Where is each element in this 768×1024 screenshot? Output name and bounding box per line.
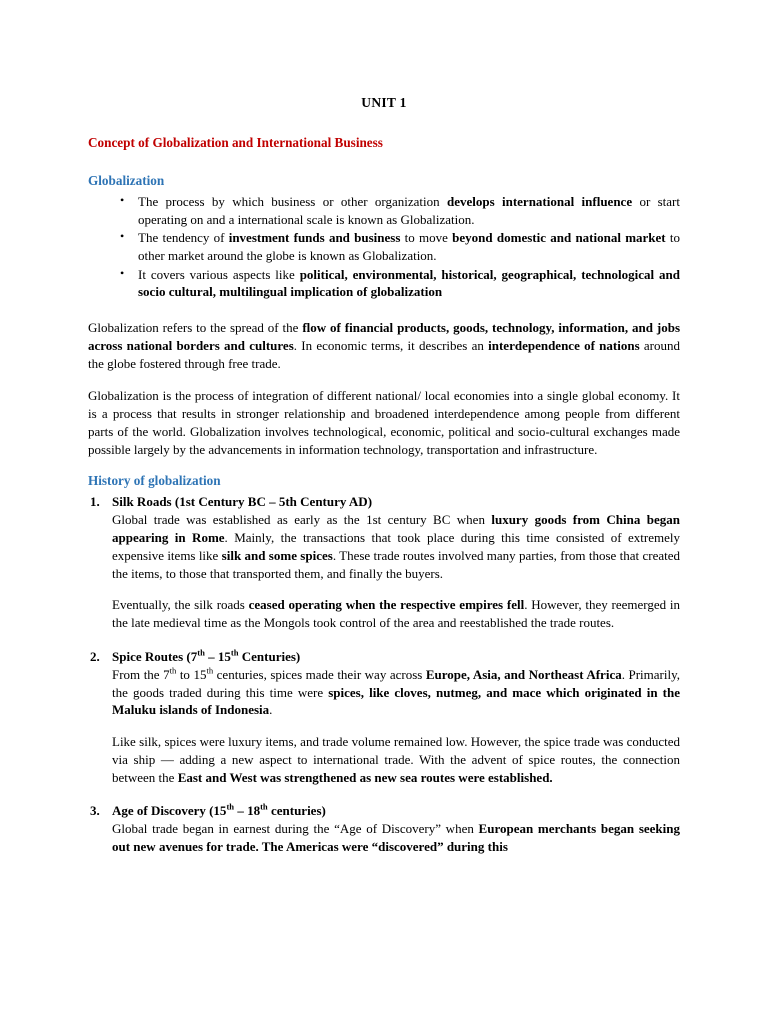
list-item-paragraph: Eventually, the silk roads ceased operating when the respective empires fell. However, they reemerged in the late medieval time as the Mongols took control of the area and reestablished the trade routes. — [112, 597, 681, 631]
emphasis-text: investment funds and business — [228, 230, 401, 246]
emphasis-text: Silk Roads (1st Century BC – 5th Century AD) — [112, 494, 373, 510]
subheading-history-of-globalization: History of globalization — [88, 473, 221, 489]
ordinal-superscript: th — [260, 802, 268, 813]
ordinal-superscript: th — [169, 665, 177, 676]
emphasis-text — [226, 803, 234, 818]
emphasis-text — [231, 649, 239, 664]
history-list-item — [88, 493, 680, 632]
emphasis-text: European merchants began seeking out new avenues for trade. The Americas were “discovered” during this — [112, 821, 680, 855]
emphasis-text: silk and some spices — [221, 547, 333, 563]
list-item-number: 2. — [90, 648, 100, 664]
ordinal-superscript: th — [226, 802, 235, 813]
emphasis-text: interdependence of nations — [488, 337, 640, 353]
page-title: UNIT 1 — [361, 95, 407, 110]
globalization-paragraphs — [88, 319, 680, 459]
emphasis-text: flow of financial products, goods, technology, information, and jobs across national borders and cultures — [88, 319, 681, 353]
emphasis-text: luxury goods from China began appearing in Rome — [112, 512, 680, 545]
emphasis-text: – 15 — [204, 648, 231, 664]
emphasis-text: spices, like cloves, nutmeg, and mace which originated in the Maluku islands of Indonesia — [112, 684, 681, 718]
body-paragraph: Globalization refers to the spread of the flow of financial products, goods, technology, information, and jobs across national borders and cultures. In economic terms, it describes an interdependence of nations around the globe fostered through free trade. — [88, 319, 681, 371]
body-paragraph: Globalization is the process of integration of different national/ local economies into a single global economy. It is a process that results in stronger relationship and broadened interdependence among people from different parts of the world. Globalization involves technological, economic, political and socio-cultural exchanges made possible largely by the advancements in information technology, transportation and infrastructure. — [88, 388, 680, 457]
history-list-item — [88, 648, 680, 787]
section-heading-concept: Concept of Globalization and International Business — [88, 135, 383, 151]
history-list-item — [88, 802, 680, 855]
emphasis-text — [260, 803, 268, 818]
emphasis-text: develops international influence — [446, 193, 633, 209]
list-item-title — [112, 648, 680, 666]
emphasis-text: beyond domestic and national market — [452, 230, 666, 246]
emphasis-text — [197, 649, 205, 664]
list-item: • The process by which business or other organization develops international influence or start operating on and a international scale is known as Globalization. — [88, 193, 680, 228]
list-item-paragraph: Global trade was established as early as the 1st century BC when luxury goods from China began appearing in Rome. Mainly, the transactions that took place during this time consisted of extremely expensive items like silk and some spices. These trade routes involved many parties, from those that created the items, to those that transported them, and finally the buyers. — [112, 512, 681, 581]
emphasis-text: East and West was strengthened as new sea routes were established. — [177, 769, 553, 785]
list-item-title — [112, 493, 680, 511]
list-item: • It covers various aspects like political, environmental, historical, geographical, technological and socio cultural, multilingual implication of globalization — [88, 266, 680, 301]
emphasis-text: – 18 — [234, 803, 261, 819]
list-item-paragraph: From the 7th to 15th centuries, spices made their way across Europe, Asia, and Northeast Africa. Primarily, the goods traded during this time were spices, like cloves, nutmeg, and mace which originated in the Maluku islands of Indonesia. — [112, 665, 681, 718]
history-numbered-list — [88, 493, 680, 856]
list-item: • The tendency of investment funds and business to move beyond domestic and national market to other market around the globe is known as Globalization. — [88, 229, 680, 264]
emphasis-text: centuries) — [267, 803, 326, 819]
emphasis-text: political, environmental, historical, geographical, technological and socio cultural, multilingual implication of globalization — [138, 266, 680, 300]
list-item-paragraph: Like silk, spices were luxury items, and trade volume remained low. However, the spice trade was conducted via ship — adding a new aspect to international trade. With the advent of spice routes, the connection between the East and West was strengthened as new sea routes were established. — [112, 734, 680, 785]
globalization-bullet-list — [88, 193, 680, 301]
list-item-number: 3. — [90, 803, 100, 819]
list-item-number: 1. — [90, 494, 100, 510]
ordinal-superscript: th — [197, 647, 205, 658]
ordinal-superscript: th — [230, 647, 239, 658]
emphasis-text: ceased operating when the respective empires fell — [248, 597, 525, 613]
subheading-globalization: Globalization — [88, 173, 165, 189]
emphasis-text: Spice Routes (7 — [112, 648, 198, 664]
page-content — [88, 95, 680, 856]
emphasis-text: Centuries) — [238, 648, 301, 664]
emphasis-text: Europe, Asia, and Northeast Africa — [425, 666, 622, 682]
ordinal-superscript: th — [206, 665, 214, 676]
list-item-paragraph: Global trade began in earnest during the “Age of Discovery” when European merchants began seeking out new avenues for trade. The Americas were “discovered” during this — [112, 821, 680, 855]
emphasis-text: Age of Discovery (15 — [112, 803, 227, 819]
list-item-title — [112, 802, 680, 820]
